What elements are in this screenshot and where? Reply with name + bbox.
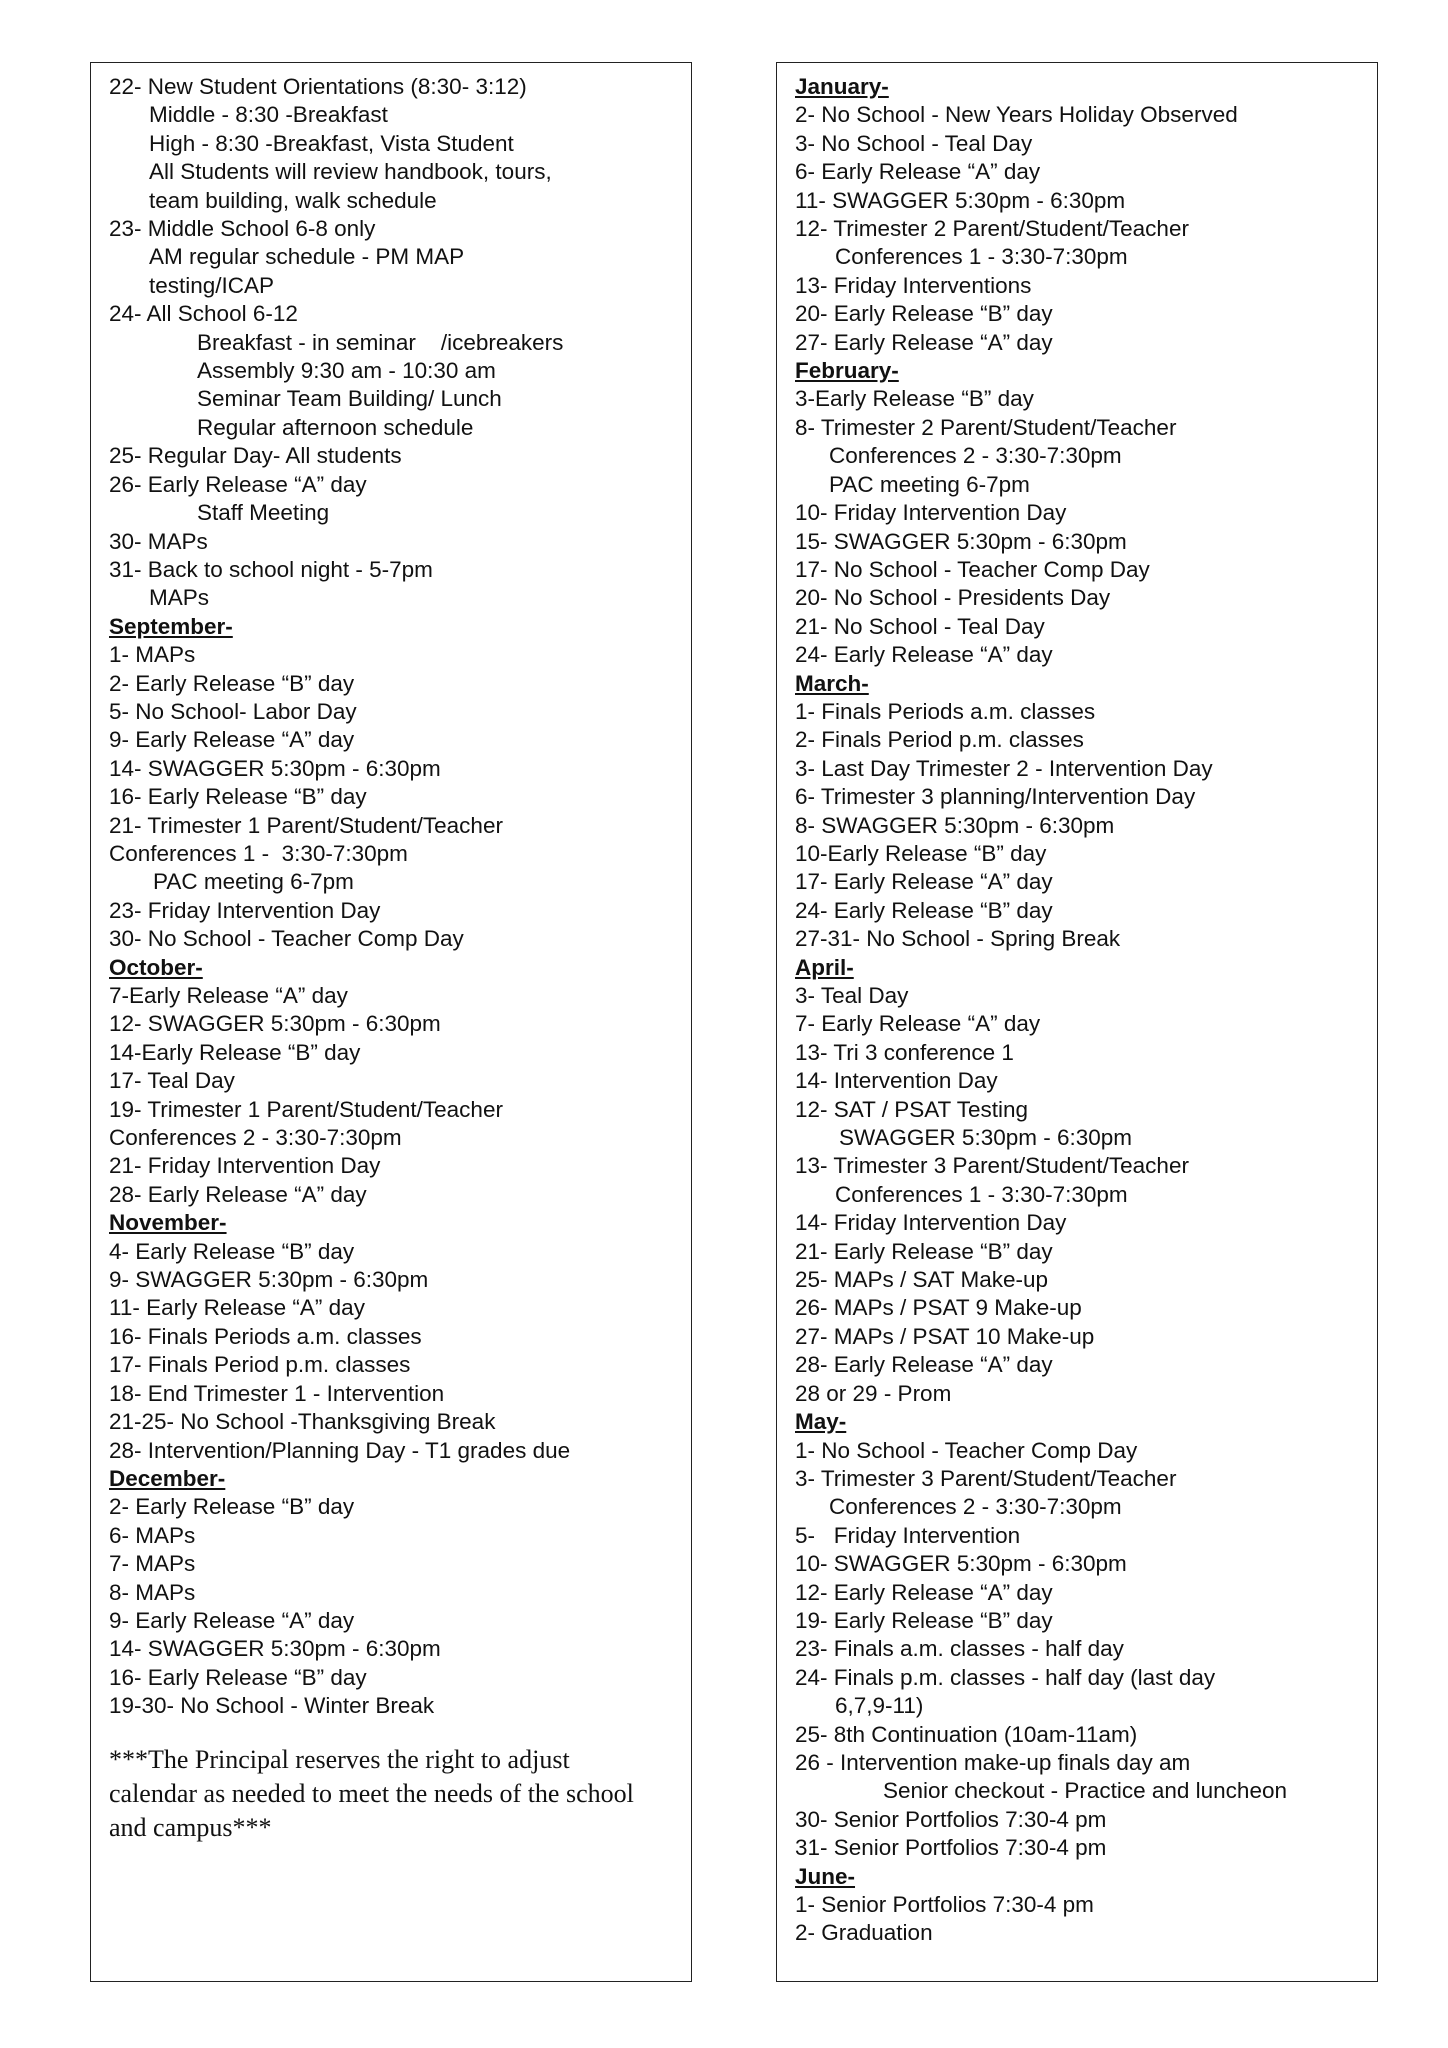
- calendar-entry: 1- MAPs: [109, 642, 196, 668]
- calendar-entry: 24- Early Release “B” day: [795, 897, 1053, 923]
- calendar-entry: 23- Friday Intervention Day: [109, 897, 381, 923]
- calendar-entry: Regular afternoon schedule: [197, 414, 474, 440]
- calendar-entry: 21- No School - Teal Day: [795, 613, 1045, 639]
- calendar-entry: 3- No School - Teal Day: [795, 130, 1033, 156]
- calendar-entry: 8- SWAGGER 5:30pm - 6:30pm: [795, 812, 1115, 838]
- calendar-entry: 4- Early Release “B” day: [109, 1238, 355, 1264]
- calendar-entry: 25- Regular Day- All students: [109, 443, 402, 469]
- calendar-entry: 20- Early Release “B” day: [795, 301, 1053, 327]
- calendar-entry: Staff Meeting: [197, 500, 330, 526]
- calendar-entry: 5- No School- Labor Day: [109, 698, 357, 724]
- calendar-entry: 14- Intervention Day: [795, 1068, 998, 1094]
- calendar-entry: 24- Finals p.m. classes - half day (last day: [795, 1664, 1216, 1690]
- calendar-entry: Conferences 2 - 3:30-7:30pm: [109, 1125, 402, 1151]
- calendar-entry: Conferences 2 - 3:30-7:30pm: [829, 1494, 1122, 1520]
- calendar-entry: 1- Senior Portfolios 7:30-4 pm: [795, 1892, 1094, 1917]
- calendar-entry: 10- Friday Intervention Day: [795, 500, 1067, 526]
- calendar-entry: 12- SAT / PSAT Testing: [795, 1096, 1029, 1122]
- calendar-entry: Senior checkout - Practice and luncheon: [883, 1778, 1287, 1804]
- calendar-entry: 26 - Intervention make-up finals day am: [795, 1749, 1191, 1775]
- calendar-entry: MAPs: [149, 585, 210, 611]
- calendar-entry: Assembly 9:30 am - 10:30 am: [197, 358, 496, 384]
- calendar-entry: 28- Early Release “A” day: [109, 1181, 367, 1207]
- month-header: October-: [109, 954, 203, 980]
- calendar-entry: 9- Early Release “A” day: [109, 727, 355, 753]
- calendar-entry: 5- Friday Intervention: [795, 1522, 1021, 1548]
- calendar-entry: testing/ICAP: [149, 272, 275, 298]
- calendar-entry: 13- Tri 3 conference 1: [795, 1039, 1014, 1065]
- calendar-entry: 3-Early Release “B” day: [795, 386, 1034, 412]
- calendar-entry: 3- Last Day Trimester 2 - Intervention Day: [795, 755, 1213, 781]
- calendar-column-right: [776, 62, 1378, 1982]
- calendar-entry: PAC meeting 6-7pm: [829, 471, 1030, 497]
- calendar-entry: 21-25- No School -Thanksgiving Break: [109, 1409, 496, 1435]
- month-header: March-: [795, 670, 869, 696]
- calendar-entry: 28- Intervention/Planning Day - T1 grades due: [109, 1437, 571, 1463]
- calendar-entry: 12- Early Release “A” day: [795, 1579, 1053, 1605]
- calendar-entry: 27-31- No School - Spring Break: [795, 926, 1121, 952]
- calendar-entry: 25- 8th Continuation (10am-11am): [795, 1721, 1138, 1747]
- right-column-entries: [795, 73, 1361, 1948]
- calendar-entry: 30- MAPs: [109, 528, 208, 554]
- calendar-entry: 2- Graduation: [795, 1920, 933, 1946]
- calendar-entry: 27- Early Release “A” day: [795, 329, 1053, 355]
- calendar-entry: 24- All School 6-12: [109, 301, 298, 327]
- calendar-entry: 10- SWAGGER 5:30pm - 6:30pm: [795, 1551, 1127, 1577]
- calendar-entry: 30- Senior Portfolios 7:30-4 pm: [795, 1806, 1107, 1832]
- month-header: January-: [795, 74, 889, 99]
- calendar-entry: 8- MAPs: [109, 1579, 196, 1605]
- calendar-entry: 17- Early Release “A” day: [795, 869, 1053, 895]
- calendar-entry: 17- No School - Teacher Comp Day: [795, 556, 1150, 582]
- month-header: June-: [795, 1863, 856, 1889]
- calendar-entry: 19- Early Release “B” day: [795, 1607, 1053, 1633]
- calendar-entry: 14- Friday Intervention Day: [795, 1210, 1067, 1236]
- calendar-entry: 31- Back to school night - 5-7pm: [109, 556, 433, 582]
- month-header: November-: [109, 1210, 227, 1236]
- calendar-entry: 14- SWAGGER 5:30pm - 6:30pm: [109, 1636, 441, 1662]
- calendar-entry: 6,7,9-11): [835, 1693, 924, 1719]
- calendar-entry: Seminar Team Building/ Lunch: [197, 386, 502, 412]
- calendar-entry: 8- Trimester 2 Parent/Student/Teacher: [795, 414, 1177, 440]
- calendar-entry: 3- Teal Day: [795, 983, 909, 1008]
- calendar-entry: 28- Early Release “A” day: [795, 1352, 1053, 1378]
- calendar-entry: 7-Early Release “A” day: [109, 983, 348, 1008]
- calendar-entry: 17- Teal Day: [109, 1068, 235, 1094]
- calendar-entry: 14-Early Release “B” day: [109, 1039, 361, 1065]
- calendar-entry: 21- Trimester 1 Parent/Student/Teacher: [109, 812, 503, 838]
- calendar-entry: 14- SWAGGER 5:30pm - 6:30pm: [109, 755, 441, 781]
- calendar-entry: 26- MAPs / PSAT 9 Make-up: [795, 1295, 1082, 1321]
- calendar-entry: 17- Finals Period p.m. classes: [109, 1352, 411, 1378]
- principal-note: ***The Principal reserves the right to adjust calendar as needed to meet the needs of the school and campus***: [109, 1744, 634, 1842]
- month-header: February-: [795, 358, 899, 384]
- calendar-entry: Conferences 1 - 3:30-7:30pm: [109, 840, 408, 866]
- calendar-entry: 16- Finals Periods a.m. classes: [109, 1323, 422, 1349]
- calendar-entry: 6- Early Release “A” day: [795, 159, 1041, 185]
- calendar-entry: All Students will review handbook, tours,: [149, 159, 552, 185]
- calendar-entry: 2- Early Release “B” day: [109, 670, 355, 696]
- calendar-entry: 23- Middle School 6-8 only: [109, 216, 376, 242]
- calendar-entry: 16- Early Release “B” day: [109, 1664, 367, 1690]
- calendar-entry: SWAGGER 5:30pm - 6:30pm: [839, 1125, 1133, 1151]
- calendar-entry: 19- Trimester 1 Parent/Student/Teacher: [109, 1096, 503, 1122]
- calendar-entry: Middle - 8:30 -Breakfast: [149, 102, 388, 128]
- calendar-entry: 2- Early Release “B” day: [109, 1494, 355, 1520]
- calendar-column-left: [90, 62, 692, 1982]
- calendar-entry: 21- Early Release “B” day: [795, 1238, 1053, 1264]
- calendar-entry: 12- Trimester 2 Parent/Student/Teacher: [795, 216, 1189, 242]
- calendar-entry: 9- Early Release “A” day: [109, 1607, 355, 1633]
- calendar-entry: 16- Early Release “B” day: [109, 784, 367, 810]
- calendar-entry: 19-30- No School - Winter Break: [109, 1693, 435, 1719]
- calendar-entry: AM regular schedule - PM MAP: [149, 244, 465, 270]
- calendar-entry: Conferences 2 - 3:30-7:30pm: [829, 443, 1122, 469]
- calendar-entry: 6- Trimester 3 planning/Intervention Day: [795, 784, 1196, 810]
- calendar-entry: 7- MAPs: [109, 1551, 196, 1577]
- calendar-entry: 28 or 29 - Prom: [795, 1380, 952, 1406]
- calendar-entry: 11- SWAGGER 5:30pm - 6:30pm: [795, 187, 1126, 213]
- calendar-entry: 3- Trimester 3 Parent/Student/Teacher: [795, 1465, 1177, 1491]
- calendar-entry: 7- Early Release “A” day: [795, 1011, 1041, 1037]
- calendar-entry: PAC meeting 6-7pm: [153, 869, 354, 895]
- month-header: September-: [109, 613, 233, 639]
- month-header: April-: [795, 954, 854, 980]
- calendar-entry: 21- Friday Intervention Day: [109, 1153, 381, 1179]
- calendar-entry: 15- SWAGGER 5:30pm - 6:30pm: [795, 528, 1127, 554]
- calendar-entry: 31- Senior Portfolios 7:30-4 pm: [795, 1835, 1107, 1861]
- calendar-entry: 1- No School - Teacher Comp Day: [795, 1437, 1138, 1463]
- month-header: December-: [109, 1465, 226, 1491]
- calendar-entry: 6- MAPs: [109, 1522, 196, 1548]
- calendar-entry: 12- SWAGGER 5:30pm - 6:30pm: [109, 1011, 441, 1037]
- calendar-entry: 23- Finals a.m. classes - half day: [795, 1636, 1124, 1662]
- calendar-entry: team building, walk schedule: [149, 187, 437, 213]
- calendar-entry: 11- Early Release “A” day: [109, 1295, 365, 1321]
- calendar-entry: 13- Trimester 3 Parent/Student/Teacher: [795, 1153, 1189, 1179]
- calendar-entry: 13- Friday Interventions: [795, 272, 1032, 298]
- calendar-entry: 18- End Trimester 1 - Intervention: [109, 1380, 445, 1406]
- calendar-entry: High - 8:30 -Breakfast, Vista Student: [149, 130, 514, 156]
- calendar-entry: 26- Early Release “A” day: [109, 471, 367, 497]
- calendar-entry: Conferences 1 - 3:30-7:30pm: [835, 244, 1128, 270]
- calendar-entry: Breakfast - in seminar /icebreakers: [197, 329, 564, 355]
- calendar-entry: Conferences 1 - 3:30-7:30pm: [835, 1181, 1128, 1207]
- calendar-entry: 24- Early Release “A” day: [795, 642, 1053, 668]
- month-header: May-: [795, 1409, 847, 1435]
- calendar-entry: 2- Finals Period p.m. classes: [795, 727, 1084, 753]
- calendar-entry: 9- SWAGGER 5:30pm - 6:30pm: [109, 1267, 429, 1293]
- calendar-entry: 22- New Student Orientations (8:30- 3:12): [109, 74, 527, 99]
- calendar-entry: 30- No School - Teacher Comp Day: [109, 926, 464, 952]
- calendar-entry: 25- MAPs / SAT Make-up: [795, 1267, 1049, 1293]
- calendar-entry: 10-Early Release “B” day: [795, 840, 1047, 866]
- calendar-entry: 20- No School - Presidents Day: [795, 585, 1111, 611]
- calendar-entry: 1- Finals Periods a.m. classes: [795, 698, 1096, 724]
- calendar-entry: 27- MAPs / PSAT 10 Make-up: [795, 1323, 1095, 1349]
- calendar-entry: 2- No School - New Years Holiday Observed: [795, 102, 1238, 128]
- left-column-entries: [109, 73, 675, 1721]
